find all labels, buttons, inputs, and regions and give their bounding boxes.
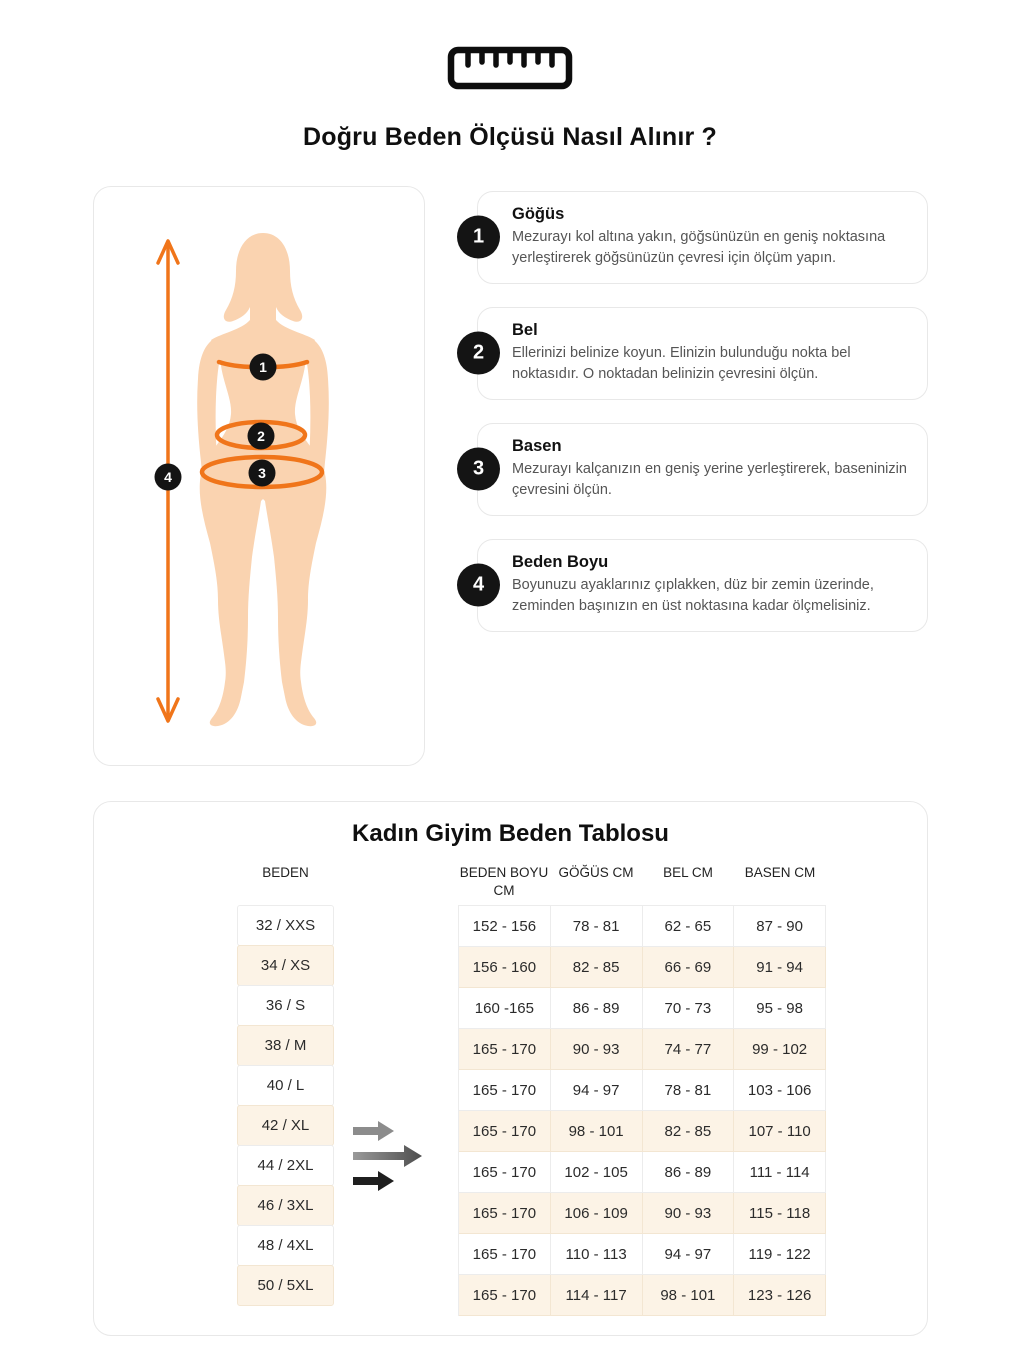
svg-text:2: 2 xyxy=(257,428,265,444)
size-table xyxy=(94,849,927,1335)
size-cell: 94 - 97 xyxy=(643,1234,735,1275)
marker-4-height xyxy=(155,464,182,491)
size-cell: 82 - 85 xyxy=(551,947,643,988)
marker-2-waist xyxy=(248,423,275,450)
size-cell: 74 - 77 xyxy=(643,1029,735,1070)
size-column-cells xyxy=(237,905,334,1306)
size-cell: 165 - 170 xyxy=(459,1275,551,1316)
measurement-grid-cells xyxy=(458,905,826,1316)
instruction-number-badge: 4 xyxy=(457,564,500,607)
size-cell: 110 - 113 xyxy=(551,1234,643,1275)
marker-3-hip xyxy=(249,460,276,487)
size-cell: 103 - 106 xyxy=(734,1070,826,1111)
instruction-title: Bel xyxy=(512,320,538,339)
size-cell: 98 - 101 xyxy=(643,1275,735,1316)
size-row-label: 32 / XXS xyxy=(237,905,334,946)
instruction-card xyxy=(472,539,928,632)
size-cell: 99 - 102 xyxy=(734,1029,826,1070)
instruction-text: Mezurayı kol altına yakın, göğsünüzün en geniş noktasına yerleştirerek göğsünüzün çevresi için ölçüm yapın. xyxy=(512,229,886,267)
page-title: Doğru Beden Ölçüsü Nasıl Alınır ? xyxy=(302,123,718,151)
size-cell: 82 - 85 xyxy=(643,1111,735,1152)
instruction-title: Basen xyxy=(512,436,562,455)
instruction-text: Mezurayı kalçanızın en geniş yerine yerleştirerek, baseninizin çevresini ölçün. xyxy=(512,460,907,499)
column-header-beden-boyu: BEDEN BOYU CM xyxy=(459,865,549,898)
size-cell: 78 - 81 xyxy=(643,1070,735,1111)
body-silhouette-illustration xyxy=(94,187,425,766)
size-cell: 119 - 122 xyxy=(734,1234,826,1275)
size-cell: 102 - 105 xyxy=(551,1152,643,1193)
size-cell: 156 - 160 xyxy=(459,947,551,988)
size-cell: 165 - 170 xyxy=(459,1029,551,1070)
size-cell: 62 - 65 xyxy=(643,906,735,947)
size-cell: 165 - 170 xyxy=(459,1193,551,1234)
size-cell: 106 - 109 xyxy=(551,1193,643,1234)
instruction-number-badge: 2 xyxy=(457,332,500,375)
size-row-label: 40 / L xyxy=(237,1065,334,1106)
body-measurement-figure-card xyxy=(93,186,425,766)
size-row-label: 46 / 3XL xyxy=(237,1185,334,1226)
size-pointer-arrows-icon xyxy=(352,1118,428,1199)
size-table-card xyxy=(93,801,928,1336)
svg-text:4: 4 xyxy=(164,469,172,485)
column-header-bel: BEL CM xyxy=(663,865,713,880)
size-cell: 111 - 114 xyxy=(734,1152,826,1193)
size-row-label: 42 / XL xyxy=(237,1105,334,1146)
size-cell: 90 - 93 xyxy=(643,1193,735,1234)
instruction-card xyxy=(472,423,928,516)
size-cell: 152 - 156 xyxy=(459,906,551,947)
instruction-text: Ellerinizi belinize koyun. Elinizin bulunduğu nokta bel noktasıdır. O noktadan belinizin çevresini ölçün. xyxy=(512,344,851,383)
size-cell: 95 - 98 xyxy=(734,988,826,1029)
column-header-beden: BEDEN xyxy=(262,865,309,880)
column-header-basen: BASEN CM xyxy=(744,865,816,880)
instruction-card xyxy=(472,191,928,284)
instruction-title: Beden Boyu xyxy=(512,552,609,571)
svg-text:1: 1 xyxy=(259,359,267,375)
size-cell: 160 -165 xyxy=(459,988,551,1029)
size-cell: 98 - 101 xyxy=(551,1111,643,1152)
marker-1-chest xyxy=(250,354,277,381)
size-cell: 107 - 110 xyxy=(734,1111,826,1152)
size-cell: 86 - 89 xyxy=(643,1152,735,1193)
measurement-guide-section xyxy=(93,186,928,766)
instruction-cards xyxy=(472,186,928,766)
size-cell: 66 - 69 xyxy=(643,947,735,988)
instruction-number-badge: 1 xyxy=(457,216,500,259)
size-table-title: Kadın Giyim Beden Tablosu xyxy=(352,820,669,847)
size-row-label: 38 / M xyxy=(237,1025,334,1066)
size-cell: 90 - 93 xyxy=(551,1029,643,1070)
size-cell: 123 - 126 xyxy=(734,1275,826,1316)
size-row-label: 36 / S xyxy=(237,985,334,1026)
column-header-gogus: GÖĞÜS CM xyxy=(558,865,634,880)
ruler-icon xyxy=(447,46,573,95)
svg-text:3: 3 xyxy=(258,465,266,481)
size-row-label: 44 / 2XL xyxy=(237,1145,334,1186)
size-cell: 165 - 170 xyxy=(459,1070,551,1111)
size-cell: 165 - 170 xyxy=(459,1234,551,1275)
size-row-label: 50 / 5XL xyxy=(237,1265,334,1306)
size-cell: 115 - 118 xyxy=(734,1193,826,1234)
size-cell: 114 - 117 xyxy=(551,1275,643,1316)
size-cell: 78 - 81 xyxy=(551,906,643,947)
size-row-label: 48 / 4XL xyxy=(237,1225,334,1266)
instruction-number-badge: 3 xyxy=(457,448,500,491)
size-row-label: 34 / XS xyxy=(237,945,334,986)
size-cell: 86 - 89 xyxy=(551,988,643,1029)
size-cell: 70 - 73 xyxy=(643,988,735,1029)
instruction-text: Boyunuzu ayaklarınız çıplakken, düz bir zemin üzerinde, zeminden başınızın en üst noktasına kadar ölçmelisiniz. xyxy=(512,576,874,615)
instruction-card xyxy=(472,307,928,400)
size-cell: 91 - 94 xyxy=(734,947,826,988)
instruction-title: Göğüs xyxy=(512,205,565,223)
size-cell: 94 - 97 xyxy=(551,1070,643,1111)
size-cell: 165 - 170 xyxy=(459,1111,551,1152)
size-cell: 87 - 90 xyxy=(734,906,826,947)
size-cell: 165 - 170 xyxy=(459,1152,551,1193)
